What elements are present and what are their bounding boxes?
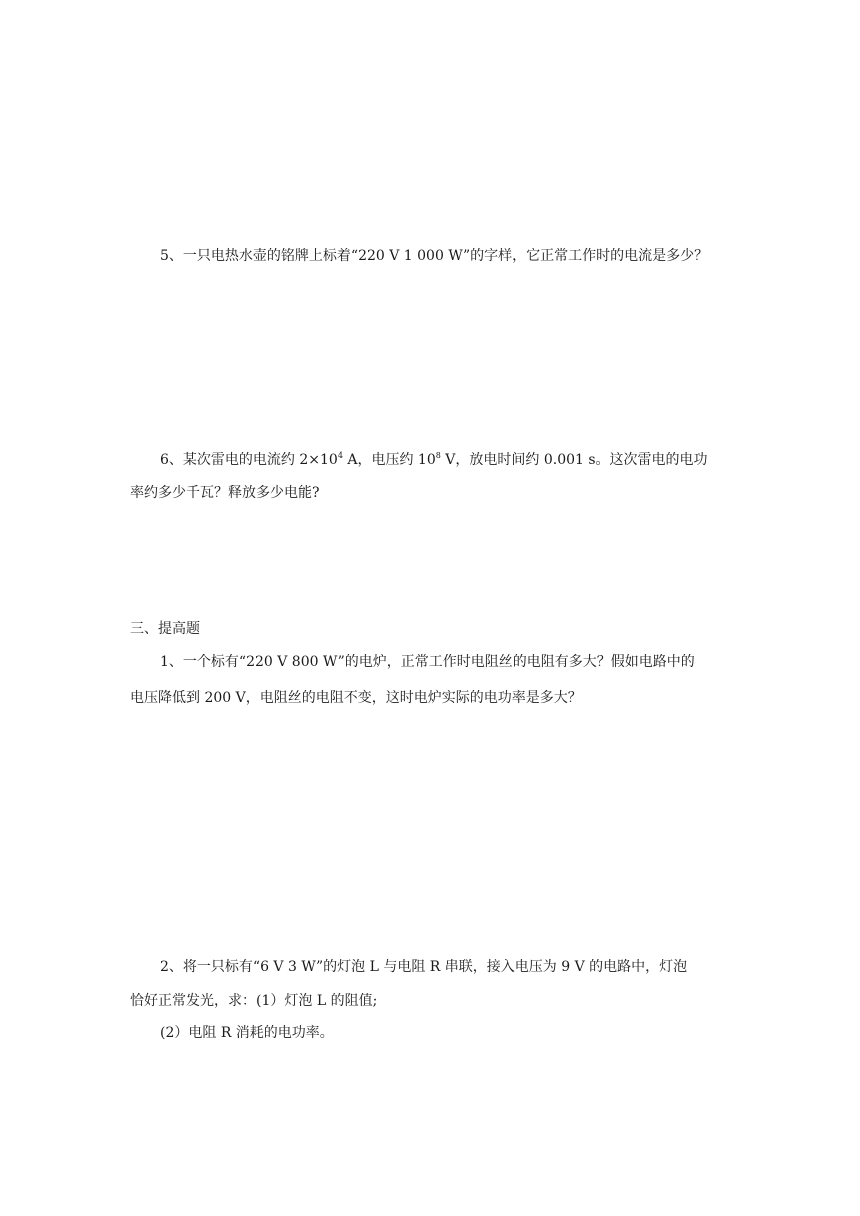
problem-2-line-3: [160, 1023, 334, 1043]
problem-2-text-line-1: 2、将一只标有“6 V 3 W”的灯泡 L 与电阻 R 串联，接入电压为 9 V 的电路中，灯泡: [160, 959, 688, 975]
question-5: [160, 246, 708, 266]
question-5-text: 5、一只电热水壶的铭牌上标着“220 V 1 000 W”的字样，它正常工作时的电流是多少？: [160, 248, 709, 264]
question-6-text-line-2: 率约多少千瓦？释放多少电能?: [130, 485, 320, 501]
problem-2-line-1: [160, 957, 687, 977]
problem-1-line-2: [130, 688, 582, 708]
section-heading-text: 三、提高题: [130, 621, 200, 637]
exponent-current: 4: [337, 451, 343, 460]
problem-2-line-2: [130, 991, 377, 1011]
problem-2-text-line-3: (2）电阻 R 消耗的电功率。: [160, 1025, 334, 1041]
question-6-text-b: A，电压约 10: [342, 452, 436, 468]
question-6-text-a: 6、某次雷电的电流约 2×10: [160, 452, 338, 468]
problem-2-text-line-2: 恰好正常发光，求：(1）灯泡 L 的阻值;: [130, 993, 378, 1009]
section-heading: [130, 619, 200, 639]
problem-1-text-line-1: 1、一个标有“220 V 800 W”的电炉，正常工作时电阻丝的电阻有多大？假如电路中的: [160, 654, 695, 670]
exponent-voltage: 8: [435, 451, 441, 460]
question-6-text-c: V，放电时间约 0.001 s。这次雷电的电功: [440, 452, 708, 468]
question-6-line-2: [130, 483, 320, 503]
question-6-line-1: [160, 450, 708, 470]
problem-1-line-1: [160, 652, 695, 672]
problem-1-text-line-2: 电压降低到 200 V，电阻丝的电阻不变，这时电炉实际的电功率是多大？: [130, 690, 582, 706]
